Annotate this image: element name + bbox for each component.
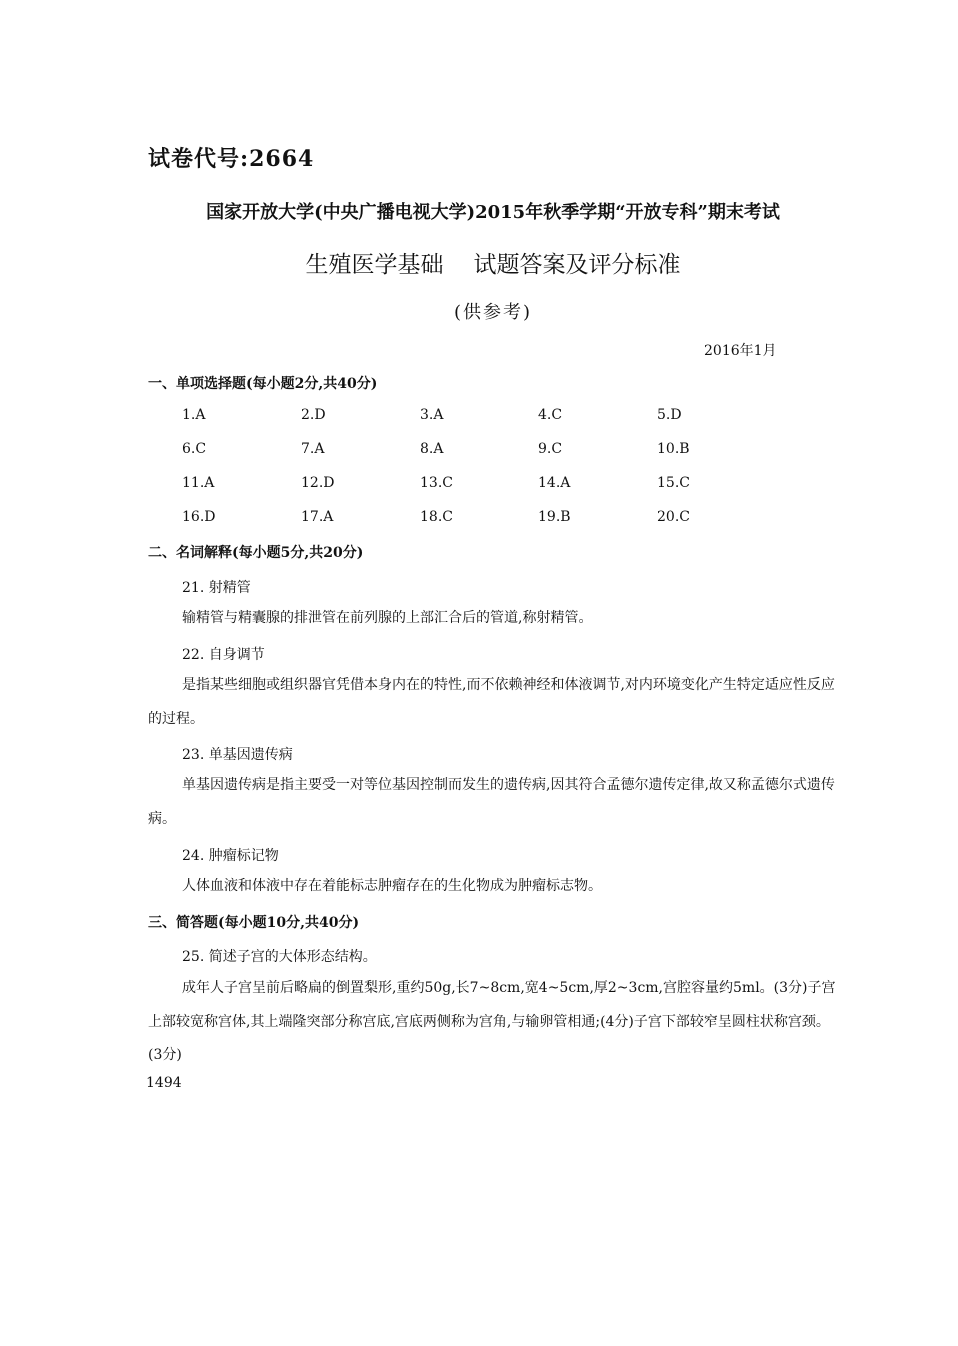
reference-note: (供参考) [453, 302, 533, 323]
answer-cell: 19.B [538, 509, 571, 525]
question-label: 25. 简述子宫的大体形态结构。 [182, 949, 377, 965]
term-answer: 单基因遗传病是指主要受一对等位基因控制而发生的遗传病,因其符合孟德尔遗传定律,故又称孟德尔式遗传病。 [148, 777, 835, 827]
term-label: 22. 自身调节 [182, 647, 265, 663]
page-number: 1494 [146, 1075, 182, 1091]
term-label: 23. 单基因遗传病 [182, 747, 293, 763]
answer-cell: 2.D [301, 407, 326, 423]
subject-name: 生殖医学基础 [305, 252, 444, 278]
answer-cell: 18.C [420, 509, 453, 525]
question-answer: 成年人子宫呈前后略扁的倒置梨形,重约50g,长7~8cm,宽4~5cm,厚2~3cm,宫腔容量约5ml。(3分)子宫上部较宽称宫体,其上端隆突部分称宫底,宫底两侧称为宫角,与输卵管相通;(4分)子宫下部较窄呈圆柱状称宫颈。(3分) [148, 980, 836, 1063]
answer-cell: 9.C [538, 441, 563, 457]
answer-cell: 6.C [182, 441, 207, 457]
answer-cell: 11.A [182, 475, 215, 491]
section-title-short-answer: 三、简答题(每小题10分,共40分) [148, 915, 360, 931]
answer-cell: 4.C [538, 407, 563, 423]
subject-title [148, 246, 838, 279]
answer-cell: 10.B [657, 441, 690, 457]
answer-cell: 17.A [301, 509, 334, 525]
answer-cell: 3.A [420, 407, 444, 423]
answer-cell: 14.A [538, 475, 571, 491]
answer-cell: 5.D [657, 407, 682, 423]
answer-cell: 15.C [657, 475, 690, 491]
term-label: 21. 射精管 [182, 580, 251, 596]
answer-cell: 16.D [182, 509, 216, 525]
answer-cell: 13.C [420, 475, 453, 491]
answer-cell: 12.D [301, 475, 335, 491]
term-answer: 人体血液和体液中存在着能标志肿瘤存在的生化物成为肿瘤标志物。 [182, 878, 602, 894]
paper-code: 试卷代号:2664 [148, 146, 315, 172]
section-title-multiple-choice: 一、单项选择题(每小题2分,共40分) [148, 376, 378, 392]
subject-suffix: 试题答案及评分标准 [473, 252, 681, 278]
term-answer: 是指某些细胞或组织器官凭借本身内在的特性,而不依赖神经和体液调节,对内环境变化产生特定适应性反应的过程。 [148, 677, 835, 727]
exam-title: 国家开放大学(中央广播电视大学)2015年秋季学期“开放专科”期末考试 [206, 202, 780, 223]
section-title-terms: 二、名词解释(每小题5分,共20分) [148, 545, 364, 561]
exam-date: 2016年1月 [704, 343, 777, 359]
answer-cell: 1.A [182, 407, 206, 423]
term-label: 24. 肿瘤标记物 [182, 848, 279, 864]
answer-cell: 8.A [420, 441, 444, 457]
answer-cell: 7.A [301, 441, 325, 457]
answer-cell: 20.C [657, 509, 690, 525]
term-answer: 输精管与精囊腺的排泄管在前列腺的上部汇合后的管道,称射精管。 [182, 610, 593, 626]
